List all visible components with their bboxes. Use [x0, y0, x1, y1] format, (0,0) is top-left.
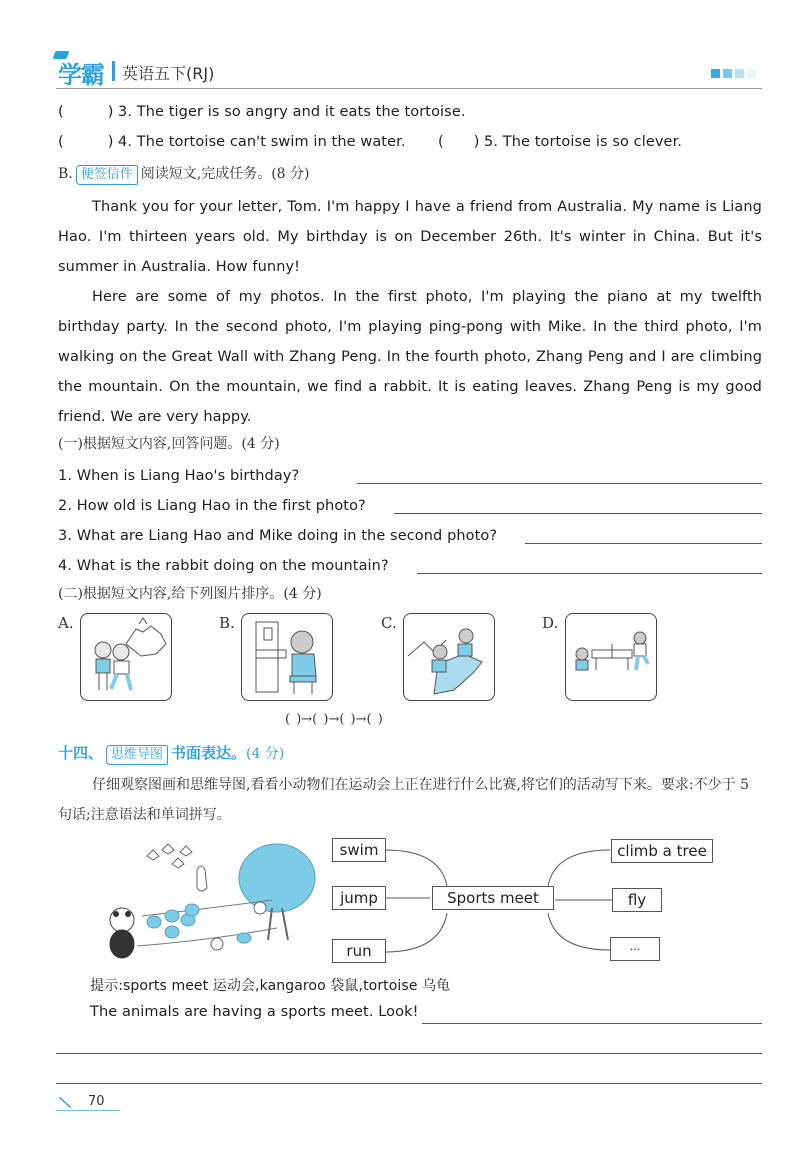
footer-underline: [56, 1110, 120, 1111]
judge-item-3: [58, 104, 466, 120]
answer-blank[interactable]: [58, 104, 118, 120]
section-14-header: [58, 742, 284, 765]
passage-paragraph-2: Here are some of my photos. In the first photo, I'm playing the piano at my twelfth birthday party. In the second photo, I'm playing ping-pong with Mike. In the third photo, I'm walking on the Great Wall with Zhang Peng. In the fourth photo, Zhang Peng and I are climbing the mountain. On the mountain, we find a rabbit. It is eating leaves. Zhang Peng is my good friend. We are very happy.: [58, 289, 762, 425]
writing-starter-sentence: The animals are having a sports meet. Look!: [90, 1004, 419, 1020]
mind-map-node-fly: fly: [612, 888, 662, 912]
mind-map-node-more: ...: [610, 937, 660, 961]
judge-item-5: [438, 134, 682, 150]
item-text: The tiger is so angry and it eats the tortoise.: [136, 104, 466, 120]
open-paren: (: [58, 104, 64, 120]
page-header: [56, 55, 762, 89]
item-text: The tortoise can't swim in the water.: [136, 134, 406, 150]
question-4: [58, 552, 762, 574]
mountain-climbing-illustration: [404, 614, 495, 701]
part-2-title: (二)根据短文内容,给下列图片排序。(4 分): [58, 586, 322, 602]
judge-item-4: [58, 134, 406, 150]
answer-blank[interactable]: [58, 134, 118, 150]
section-tag: 便签信件: [76, 165, 138, 185]
answer-line[interactable]: [417, 558, 762, 574]
picture-a-label: A.: [58, 614, 74, 632]
section-letter: B.: [58, 166, 73, 182]
mind-map-node-run: run: [332, 939, 386, 963]
square-icon: [711, 69, 720, 78]
question-2: [58, 492, 762, 514]
picture-b-label: B.: [219, 614, 235, 632]
answer-line[interactable]: [394, 498, 762, 514]
logo-divider: [112, 61, 115, 81]
great-wall-illustration: [81, 614, 172, 701]
answer-line[interactable]: [525, 528, 762, 544]
question-text: 2. How old is Liang Hao in the first photo?: [58, 498, 366, 514]
picture-a-great-wall: [80, 613, 172, 701]
close-paren: ): [107, 104, 114, 120]
item-number: 4.: [118, 134, 133, 150]
section-title: 书面表达。: [171, 744, 247, 762]
animals-sports-meet-image: [92, 828, 328, 974]
square-icon: [747, 69, 756, 78]
brand-logo: 学霸: [58, 61, 104, 89]
open-paren: (: [438, 134, 444, 150]
passage-paragraph-1: Thank you for your letter, Tom. I'm happy I have a friend from Australia. My name is Liang Hao. I'm thirteen years old. My birthday is on December 26th. It's winter in China. But it's summer in Australia. How funny!: [58, 199, 762, 275]
section-points: (4 分): [246, 746, 285, 762]
picture-c-label: C.: [381, 614, 397, 632]
picture-d-label: D.: [542, 614, 559, 632]
reading-passage: [58, 192, 762, 432]
item-text: The tortoise is so clever.: [502, 134, 683, 150]
section-instruction: 阅读短文,完成任务。(8 分): [140, 166, 310, 182]
writing-line-2[interactable]: [56, 1053, 762, 1054]
writing-line-1[interactable]: [422, 1023, 762, 1024]
answer-line[interactable]: [357, 468, 762, 484]
question-1: [58, 462, 762, 484]
writing-instruction: [58, 770, 762, 830]
mind-map-node-swim: swim: [332, 838, 386, 862]
mind-map-node-jump: jump: [332, 886, 386, 910]
picture-c-mountain: [403, 613, 495, 701]
part-1-title: (一)根据短文内容,回答问题。(4 分): [58, 436, 280, 452]
book-title: 英语五下(RJ): [122, 64, 215, 83]
writing-line-3[interactable]: [56, 1083, 762, 1084]
picture-b-piano: [241, 613, 333, 701]
mind-map: [320, 828, 740, 970]
mind-map-node-climb-a-tree: climb a tree: [611, 839, 713, 863]
item-number: 3.: [118, 104, 133, 120]
sports-meet-illustration: [92, 828, 328, 974]
picture-sequence-answer[interactable]: ( )→( )→( )→( ): [285, 712, 383, 727]
pencil-icon: [58, 1094, 74, 1108]
section-tag: 思维导图: [106, 745, 168, 765]
section-number: 十四、: [58, 744, 104, 762]
ping-pong-illustration: [566, 614, 657, 701]
page-number: 70: [88, 1094, 105, 1109]
square-icon: [723, 69, 732, 78]
question-text: 4. What is the rabbit doing on the mountain?: [58, 558, 389, 574]
item-number: 5.: [484, 134, 499, 150]
instruction-text: 仔细观察图画和思维导图,看看小动物们在运动会上正在进行什么比赛,将它们的活动写下来。要求:不少于 5 句话;注意语法和单词拼写。: [58, 777, 749, 823]
mind-map-center-node: Sports meet: [432, 886, 554, 910]
question-text: 3. What are Liang Hao and Mike doing in the second photo?: [58, 528, 498, 544]
open-paren: (: [58, 134, 64, 150]
question-text: 1. When is Liang Hao's birthday?: [58, 468, 300, 484]
close-paren: ): [107, 134, 114, 150]
question-3: [58, 522, 762, 544]
section-b-header: [58, 163, 310, 185]
vocabulary-hint: 提示:sports meet 运动会,kangaroo 袋鼠,tortoise 乌龟: [90, 978, 451, 994]
square-icon: [735, 69, 744, 78]
header-decoration-squares: [711, 69, 756, 78]
close-paren: ): [473, 134, 480, 150]
piano-illustration: [242, 614, 333, 701]
picture-d-ping-pong: [565, 613, 657, 701]
